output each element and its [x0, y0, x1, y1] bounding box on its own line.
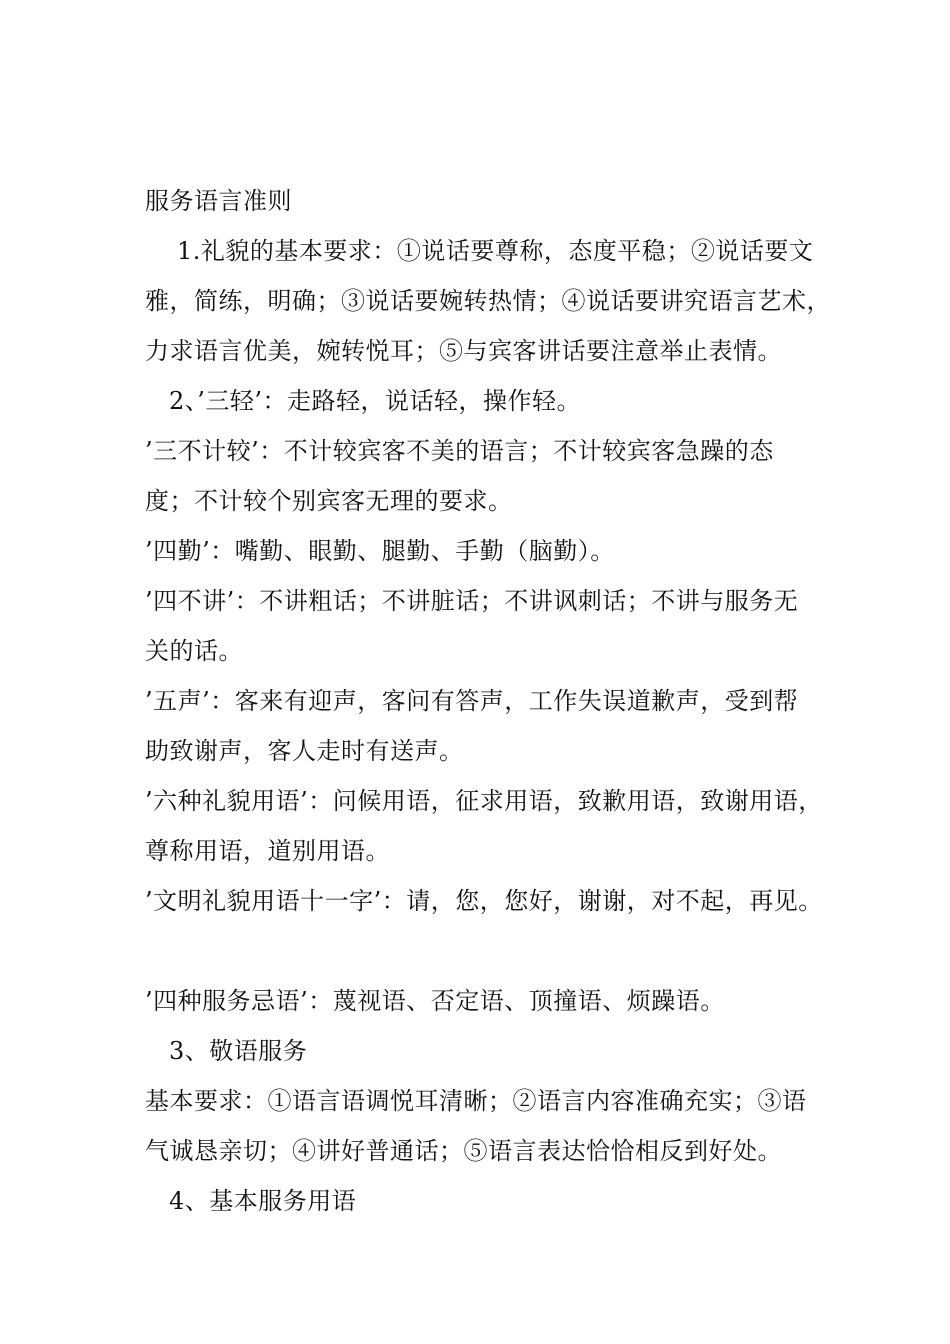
paragraph-line: ’六种礼貌用语’：问候用语，征求用语，致歉用语，致谢用语，	[145, 787, 823, 815]
paragraph-line: ’四不讲’：不讲粗话；不讲脏话；不讲讽刺话；不讲与服务无	[145, 587, 799, 615]
paragraph-line: 基本要求：①语言语调悦耳清晰；②语言内容准确充实；③语	[145, 1087, 807, 1115]
paragraph-line: ’四种服务忌语’：蔑视语、否定语、顶撞语、烦躁语。	[145, 987, 725, 1015]
paragraph-line: ’五声’：客来有迎声，客问有答声，工作失误道歉声，受到帮	[145, 687, 799, 715]
paragraph-line: 1.礼貌的基本要求：①说话要尊称，态度平稳；②说话要文	[177, 237, 814, 265]
blank-line	[145, 926, 810, 976]
paragraph-line: 关的话。	[145, 637, 243, 665]
paragraph-line: 助致谢声，客人走时有送声。	[145, 737, 464, 765]
paragraph-line: ’文明礼貌用语十一字’：请，您，您好，谢谢，对不起，再见。	[145, 887, 823, 915]
paragraph-line: 雅，简练，明确；③说话要婉转热情；④说话要讲究语言艺术，	[145, 287, 831, 315]
document-page	[145, 176, 831, 1226]
paragraph-line: 力求语言优美，婉转悦耳；⑤与宾客讲话要注意举止表情。	[145, 337, 782, 365]
paragraph-line: 气诚恳亲切；④讲好普通话；⑤语言表达恰恰相反到好处。	[145, 1137, 782, 1165]
document-title: 服务语言准则	[145, 187, 292, 215]
paragraph-line: 尊称用语，道别用语。	[145, 837, 390, 865]
section-heading: 2、’三轻’：走路轻，说话轻，操作轻。	[169, 387, 582, 415]
paragraph-line: ’三不计较’：不计较宾客不美的语言；不计较宾客急躁的态	[145, 437, 774, 465]
paragraph-line: 度；不计较个别宾客无理的要求。	[145, 487, 513, 515]
section-heading: 3、敬语服务	[169, 1037, 308, 1065]
section-heading: 4、基本服务用语	[169, 1187, 357, 1215]
paragraph-line: ’四勤’：嘴勤、眼勤、腿勤、手勤（脑勤）。	[145, 537, 615, 565]
